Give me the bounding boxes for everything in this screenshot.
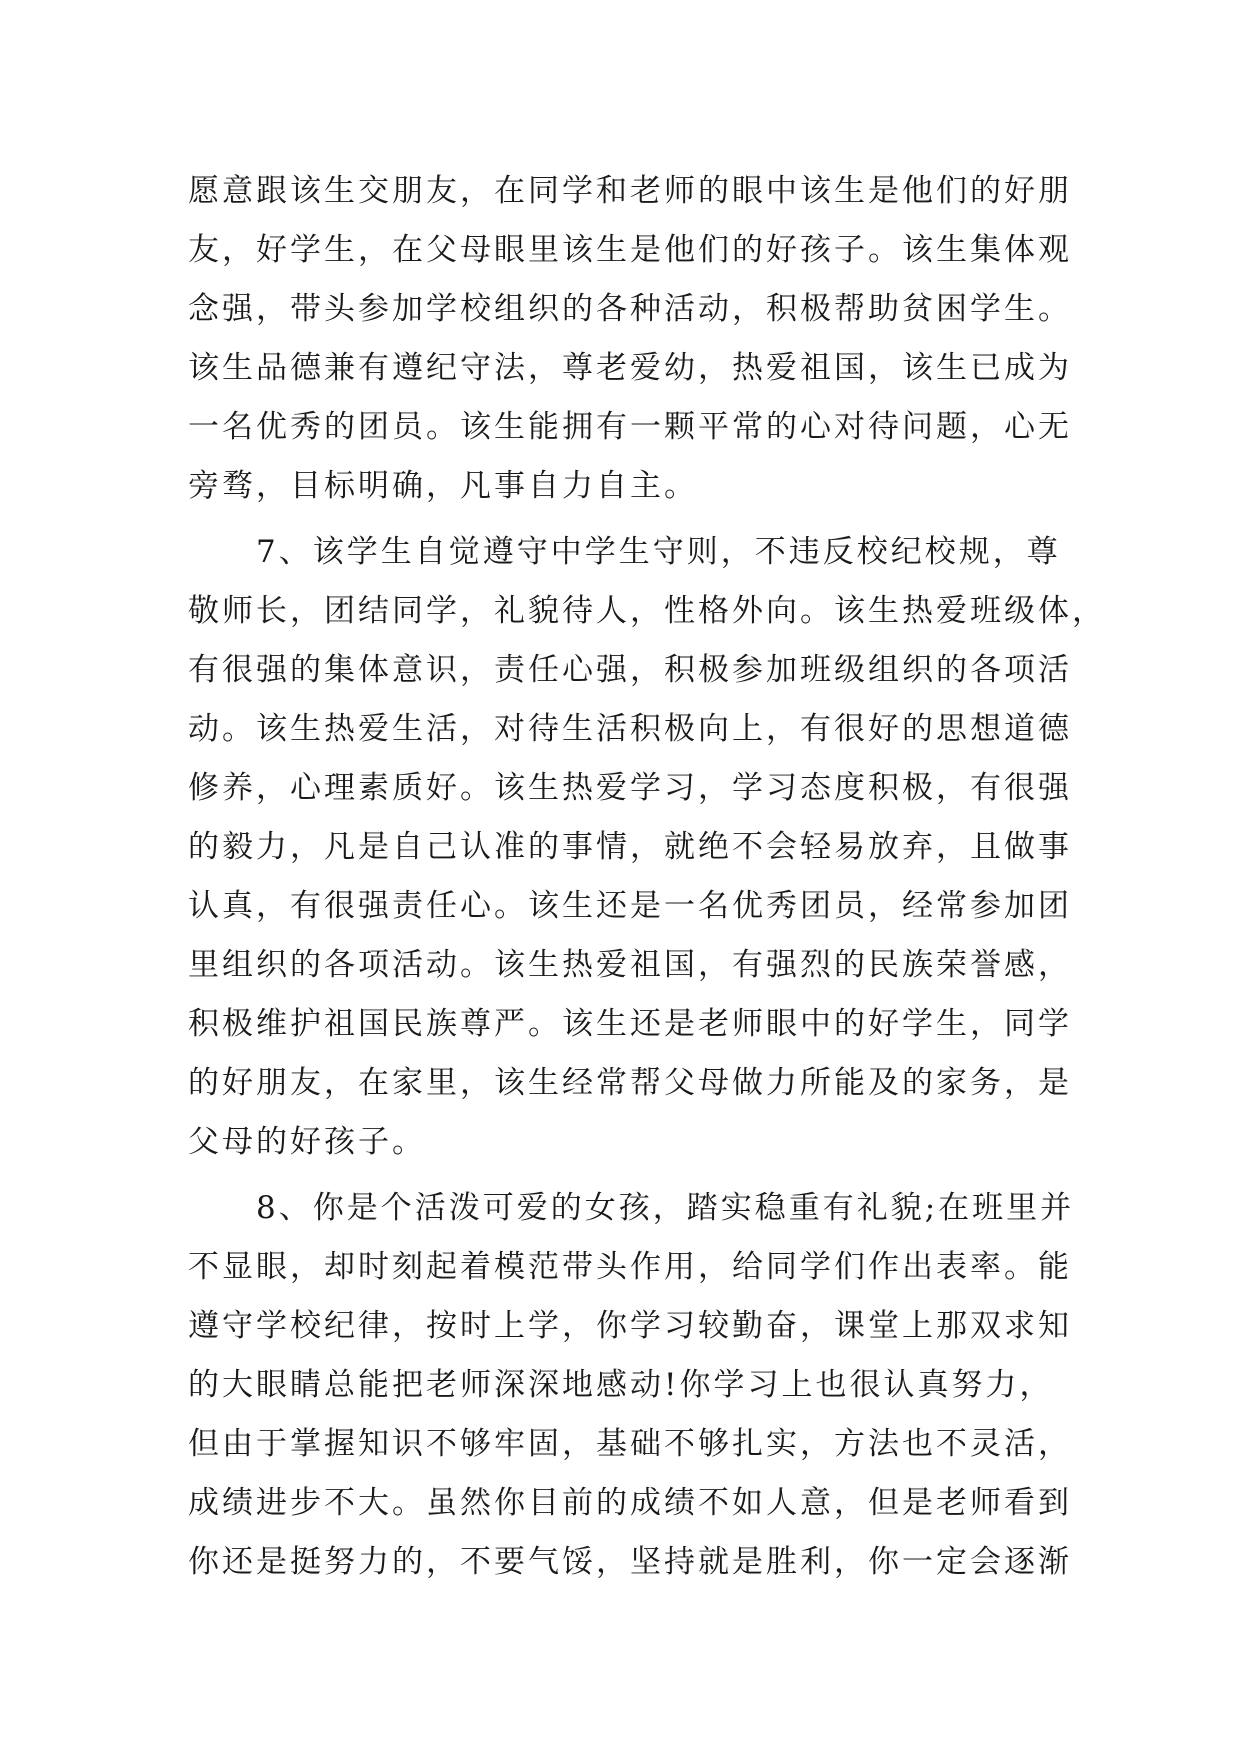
text-line: 8、你是个活泼可爱的女孩，踏实稳重有礼貌;在班里并 — [188, 1190, 1075, 1226]
text-line: 该生品德兼有遵纪守法，尊老爱幼，热爱祖国，该生已成为 — [188, 350, 1072, 386]
text-line: 积极维护祖国民族尊严。该生还是老师眼中的好学生，同学 — [188, 1006, 1072, 1042]
text-line: 的毅力，凡是自己认准的事情，就绝不会轻易放弃，且做事 — [188, 829, 1072, 865]
text-line: 的好朋友，在家里，该生经常帮父母做力所能及的家务，是 — [188, 1065, 1072, 1101]
text-line: 但由于掌握知识不够牢固，基础不够扎实，方法也不灵活， — [188, 1426, 1072, 1462]
text-line: 敬师长，团结同学，礼貌待人，性格外向。该生热爱班级体， — [188, 593, 1106, 629]
text-line: 一名优秀的团员。该生能拥有一颗平常的心对待问题，心无 — [188, 409, 1072, 445]
text-line: 成绩进步不大。虽然你目前的成绩不如人意，但是老师看到 — [188, 1485, 1072, 1521]
text-line: 遵守学校纪律，按时上学，你学习较勤奋，课堂上那双求知 — [188, 1308, 1072, 1344]
paragraph-spacer — [188, 1172, 1068, 1179]
text-line: 你还是挺努力的，不要气馁，坚持就是胜利，你一定会逐渐 — [188, 1544, 1072, 1580]
paragraph-continuation — [188, 162, 1072, 516]
text-line: 旁骛，目标明确，凡事自力自主。 — [188, 468, 698, 504]
text-line: 里组织的各项活动。该生热爱祖国，有强烈的民族荣誉感， — [188, 947, 1072, 983]
text-line: 认真，有很强责任心。该生还是一名优秀团员，经常参加团 — [188, 888, 1072, 924]
text-line: 念强，带头参加学校组织的各种活动，积极帮助贫困学生。 — [188, 291, 1072, 327]
document-body — [188, 162, 1106, 1592]
text-line: 7、该学生自觉遵守中学生守则，不违反校纪校规，尊 — [188, 534, 1061, 570]
text-line: 父母的好孩子。 — [188, 1124, 426, 1160]
text-line: 不显眼，却时刻起着模范带头作用，给同学们作出表率。能 — [188, 1249, 1072, 1285]
paragraph-item-8 — [188, 1179, 1075, 1592]
text-line: 动。该生热爱生活，对待生活积极向上，有很好的思想道德 — [188, 711, 1072, 747]
text-line: 修养，心理素质好。该生热爱学习，学习态度积极，有很强 — [188, 770, 1072, 806]
text-line: 有很强的集体意识，责任心强，积极参加班级组织的各项活 — [188, 652, 1072, 688]
text-line: 友，好学生，在父母眼里该生是他们的好孩子。该生集体观 — [188, 232, 1072, 268]
text-line: 愿意跟该生交朋友，在同学和老师的眼中该生是他们的好朋 — [188, 173, 1072, 209]
paragraph-spacer — [188, 516, 1068, 523]
paragraph-item-7 — [188, 523, 1106, 1172]
text-line: 的大眼睛总能把老师深深地感动!你学习上也很认真努力， — [188, 1367, 1054, 1403]
